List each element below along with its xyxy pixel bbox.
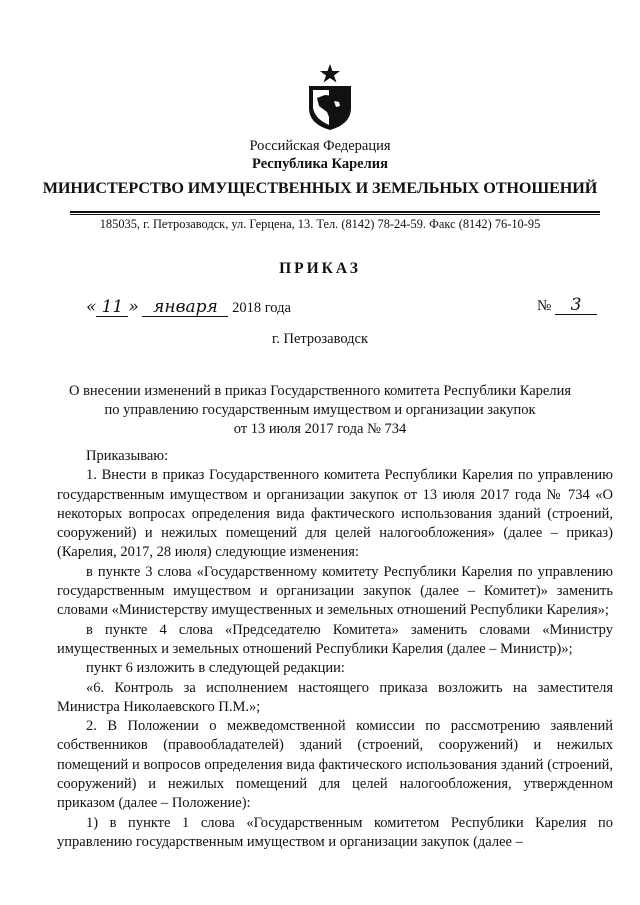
order-subject	[0, 382, 640, 439]
ministry-name: МИНИСТЕРСТВО ИМУЩЕСТВЕННЫХ И ЗЕМЕЛЬНЫХ ОТНОШЕНИЙ	[42, 179, 598, 197]
date-close-quote: »	[128, 297, 139, 317]
order-date	[86, 296, 291, 319]
country-name: Российская Федерация	[249, 138, 391, 154]
order-city: г. Петрозаводск	[271, 331, 369, 347]
date-month: января	[142, 298, 228, 317]
karelia-coat-of-arms-icon	[303, 62, 357, 132]
subject-line: по управлению государственным имуществом и организации закупок	[104, 402, 536, 418]
body-paragraph: Приказываю:	[86, 448, 169, 464]
body-paragraph: в пункте 4 слова «Председателю Комитета» заменить словами «Министру имущественных и земельных отношений Республики Карелия (далее – Министр)»;	[57, 621, 613, 657]
subject-line: от 13 июля 2017 года № 734	[233, 421, 407, 437]
body-paragraph: 2. В Положении о межведомственной комиссии по рассмотрению заявлений собственников (правообладателей) зданий (строений, сооружений) и нежилых помещений и вопросов определения вида фактического использования зданий (строений, сооружений) и нежилых помещений для целей налогообложения, утвержденном приказом (далее – Положение):	[57, 718, 613, 812]
date-year: 2018 года	[232, 300, 291, 316]
header-divider	[70, 211, 600, 213]
body-paragraph: 1) в пункте 1 слова «Государственным комитетом Республики Карелия по управлению государственным имуществом и организации закупок (далее –	[57, 814, 613, 850]
order-number	[537, 295, 597, 317]
body-paragraph: «6. Контроль за исполнением настоящего приказа возложить на заместителя Министра Николаевского П.М.»;	[57, 679, 613, 715]
number-label: №	[537, 298, 552, 314]
order-body	[57, 447, 613, 852]
region-name: Республика Карелия	[252, 156, 388, 172]
date-open-quote: «	[86, 297, 97, 317]
order-title: ПРИКАЗ	[279, 260, 361, 277]
body-paragraph: пункт 6 изложить в следующей редакции:	[86, 660, 345, 677]
date-day: 11	[96, 298, 128, 317]
body-paragraph: 1. Внести в приказ Государственного комитета Республики Карелия по управлению государственным имуществом и организации закупок от 13 июля 2017 года № 734 «О некоторых вопросах определения вида фактического использования зданий (строений, сооружений) и нежилых помещений для целей налогообложения» (далее – приказ) (Карелия, 2017, 28 июля) следующие изменения:	[57, 467, 613, 561]
ministry-address: 185035, г. Петрозаводск, ул. Герцена, 13. Тел. (8142) 78-24-59. Факс (8142) 76-10-95	[99, 217, 541, 231]
body-paragraph: в пункте 3 слова «Государственному комитету Республики Карелия по управлению государственным имуществом и организации закупок (далее – Комитет)» заменить словами «Министерству имущественных и земельных отношений Республики Карелия»;	[57, 563, 613, 619]
header-divider-thin	[70, 214, 600, 215]
number-value: 3	[555, 296, 597, 315]
subject-line: О внесении изменений в приказ Государственного комитета Республики Карелия	[68, 383, 572, 399]
